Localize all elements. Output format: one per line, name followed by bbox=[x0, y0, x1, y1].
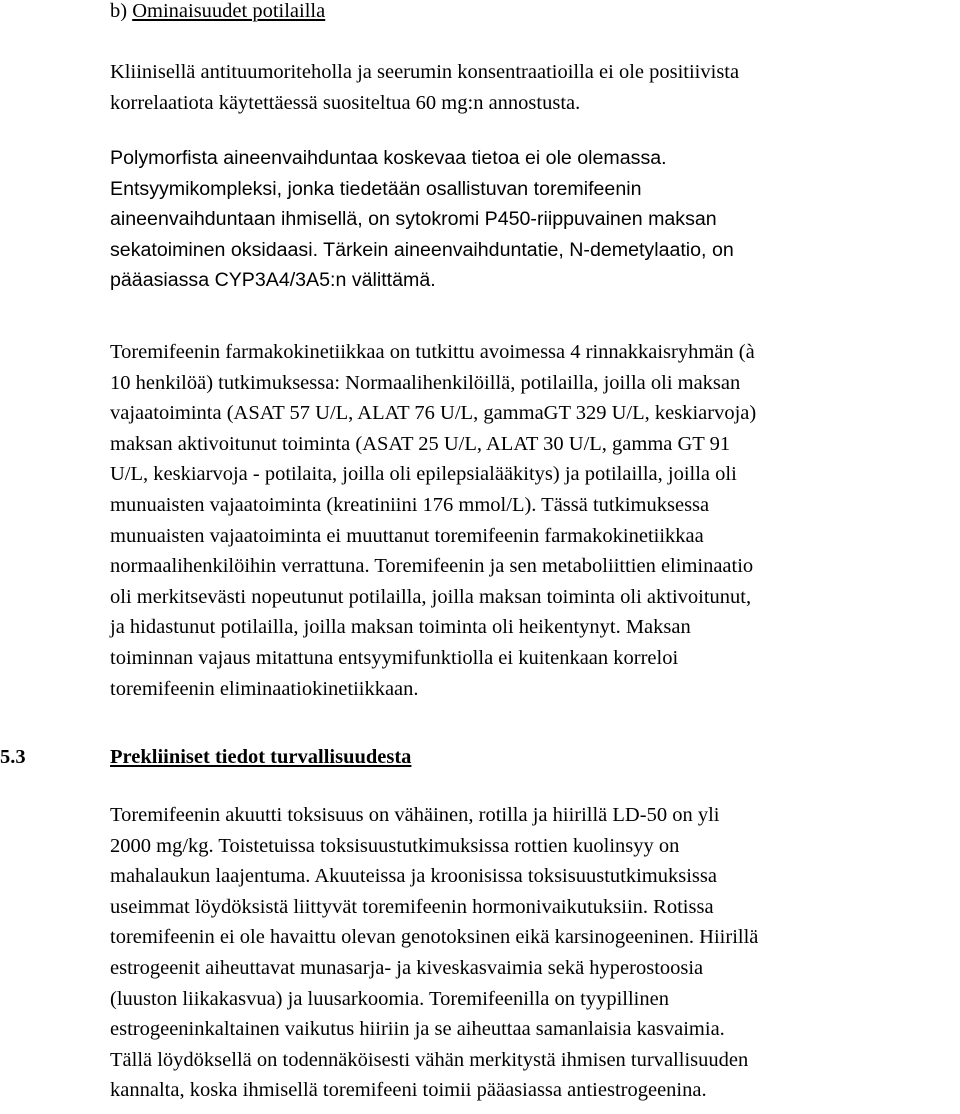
text-line: vajaatoiminta (ASAT 57 U/L, ALAT 76 U/L, gammaGT 329 U/L, keskiarvoja) bbox=[110, 402, 757, 425]
text-line: Polymorfista aineenvaihduntaa koskevaa tietoa ei ole olemassa. bbox=[110, 147, 667, 169]
paragraph-polymorphism bbox=[110, 143, 955, 296]
text-line: 2000 mg/kg. Toistetuissa toksisuustutkimuksissa rottien kuolinsyy on bbox=[110, 834, 680, 857]
text-line: U/L, keskiarvoja - potilaita, joilla oli epilepsialääkitys) ja potilailla, joilla oli bbox=[110, 463, 737, 486]
paragraph-pharmacokinetics bbox=[110, 337, 955, 704]
text-line: Tällä löydöksellä on todennäköisesti vähän merkitystä ihmisen turvallisuuden bbox=[110, 1048, 749, 1071]
text-line: 10 henkilöä) tutkimuksessa: Normaalihenkilöillä, potilailla, joilla oli maksan bbox=[110, 371, 741, 394]
text-line: toiminnan vajaus mitattuna entsyymifunktiolla ei kuitenkaan korreloi bbox=[110, 646, 679, 669]
text-line: normaalihenkilöihin verrattuna. Toremifeenin ja sen metaboliittien eliminaatio bbox=[110, 555, 754, 578]
text-line: Entsyymikompleksi, jonka tiedetään osallistuvan toremifeenin bbox=[110, 177, 642, 200]
paragraph-preclinical bbox=[110, 800, 955, 1106]
text-line: (luuston liikakasvua) ja luusarkoomia. Toremifeenilla on tyypillinen bbox=[110, 987, 669, 1010]
text-line: maksan aktivoitunut toiminta (ASAT 25 U/L, ALAT 30 U/L, gamma GT 91 bbox=[110, 432, 731, 455]
text-line: ja hidastunut potilailla, joilla maksan toiminta oli heikentynyt. Maksan bbox=[110, 616, 691, 639]
text-line: useimmat löydöksistä liittyvät toremifeenin hormonivaikutuksiin. Rotissa bbox=[110, 895, 714, 918]
text-line: mahalaukun laajentuma. Akuuteissa ja kroonisissa toksisuustutkimuksissa bbox=[110, 865, 717, 888]
text-line: Kliinisellä antituumoriteholla ja seerumin konsentraatioilla ei ole positiivista bbox=[110, 61, 740, 83]
text-line: pääasiassa CYP3A4/3A5:n välittämä. bbox=[110, 269, 436, 292]
subsection-title: Ominaisuudet potilailla bbox=[132, 0, 326, 22]
text-line: oli merkitsevästi nopeutunut potilailla, joilla maksan toiminta oli aktivoitunut, bbox=[110, 585, 752, 608]
text-line: estrogeenit aiheuttavat munasarja- ja kiveskasvaimia sekä hyperostoosia bbox=[110, 956, 704, 979]
text-line: toremifeenin eliminaatiokinetiikkaan. bbox=[110, 677, 419, 700]
section-number: 5.3 bbox=[0, 746, 26, 768]
text-line: munuaisten vajaatoiminta (kreatiniini 176 mmol/L). Tässä tutkimuksessa bbox=[110, 493, 710, 516]
text-line: estrogeeninkaltainen vaikutus hiiriin ja se aiheuttaa samanlaisia kasvaimia. bbox=[110, 1018, 725, 1041]
subsection-prefix: b) bbox=[110, 0, 133, 22]
text-line: munuaisten vajaatoiminta ei muuttanut toremifeenin farmakokinetiikkaa bbox=[110, 524, 704, 547]
text-line: kannalta, koska ihmisellä toremifeeni toimii pääasiassa antiestrogeenina. bbox=[110, 1079, 707, 1102]
text-line: toremifeenin ei ole havaittu olevan genotoksinen eikä karsinogeeninen. Hiirillä bbox=[110, 926, 759, 949]
section-title: Prekliiniset tiedot turvallisuudesta bbox=[110, 746, 412, 768]
text-line: aineenvaihduntaan ihmisellä, on sytokromi P450-riippuvainen maksan bbox=[110, 208, 717, 231]
text-line: Toremifeenin akuutti toksisuus on vähäinen, rotilla ja hiirillä LD-50 on yli bbox=[110, 804, 720, 826]
text-line: korrelaatiota käytettäessä suositeltua 60 mg:n annostusta. bbox=[110, 91, 581, 114]
paragraph-clinical-efficacy bbox=[110, 57, 955, 118]
text-line: Toremifeenin farmakokinetiikkaa on tutkittu avoimessa 4 rinnakkaisryhmän (à bbox=[110, 341, 755, 363]
subsection-heading bbox=[110, 0, 325, 27]
text-line: sekatoiminen oksidaasi. Tärkein aineenvaihduntatie, N-demetylaatio, on bbox=[110, 238, 734, 261]
